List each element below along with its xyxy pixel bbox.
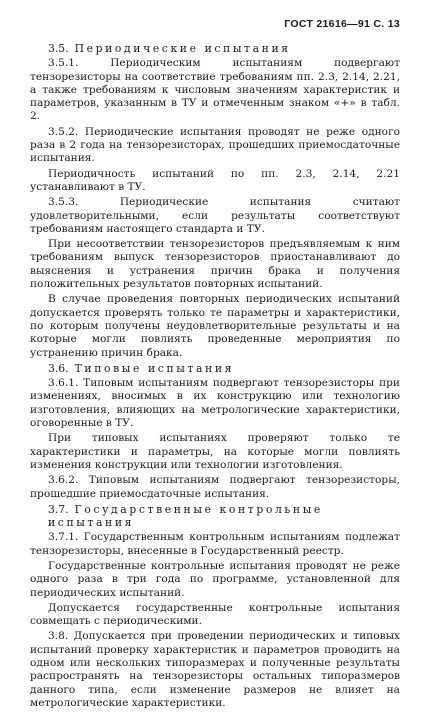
- section-heading-3-6: [30, 362, 400, 375]
- paragraph-3-6-2: 3.6.2. Типовым испытаниям подвергают тензорезисторы, прошедшие приемосдаточные испытания.: [30, 474, 400, 500]
- paragraph-3-5-2: 3.5.2. Периодические испытания проводят не реже одного раза в 2 года на тензорезисторах, прошедших приемосдаточные испытания.: [30, 125, 400, 165]
- section-title: Типовые испытания: [74, 361, 235, 375]
- paragraph-3-5-1: 3.5.1. Периодическим испытаниям подвергают тензорезисторы на соответствие требованиям пп. 2.3, 2.14, 2.21, а также требованиям к числовым значениям характеристик и параметров, указанным в ТУ и отмеченным знаком «+» в табл. 2.: [30, 57, 400, 123]
- section-heading-3-5: [30, 42, 400, 55]
- document-body: [30, 40, 400, 712]
- paragraph-3-7-1: 3.7.1. Государственным контрольным испытаниям подлежат тензорезисторы, внесенные в Государственный реестр.: [30, 531, 400, 557]
- paragraph-state-tests-combine: Допускается государственные контрольные испытания совмещать с периодическими.: [30, 601, 400, 628]
- paragraph-periodicity: Периодичность испытаний по пп. 2.3, 2.14, 2.21 устанавливают в ТУ.: [30, 167, 400, 193]
- section-number: 3.5.: [48, 42, 69, 55]
- section-number: 3.6.: [48, 361, 69, 375]
- paragraph-repeat-tests: В случае проведения повторных периодических испытаний допускается проверять только те параметры и характеристики, по которым получены неудовлетворительные результаты и на которые могли повлиять проведенные мероприятия по устранению причин брака.: [30, 293, 400, 359]
- section-number: 3.7.: [48, 502, 69, 516]
- section-title: Государственные контрольные испытания: [48, 502, 323, 530]
- paragraph-state-tests-frequency: Государственные контрольные испытания проводят не реже одного раза в три года по программе, установленной для периодических испытаний.: [30, 559, 400, 599]
- paragraph-3-6-1: 3.6.1. Типовым испытаниям подвергают тензорезисторы при изменениях, вносимых в их конструкцию или технологию изготовления, влияющих на метрологические характеристики, оговоренные в ТУ.: [30, 377, 400, 430]
- page-header: ГОСТ 21616—91 С. 13: [284, 18, 400, 30]
- section-heading-3-7: [30, 503, 400, 530]
- paragraph-type-tests-scope: При типовых испытаниях проверяют только те характеристики и параметры, на которые могли повлиять изменения конструкции или технологии изготовления.: [30, 432, 400, 471]
- paragraph-3-5-3: 3.5.3. Периодические испытания считают удовлетворительными, если результаты соответствуют требованиям настоящего стандарта и ТУ.: [30, 196, 400, 235]
- paragraph-nonconformity: При несоответствии тензорезисторов предъявляемым к ним требованиям выпуск тензорезисторов приостанавливают до выяснения и устранения причин брака и получения положительных результатов повторных испытаний.: [30, 238, 400, 291]
- section-title: Периодические испытания: [74, 42, 291, 55]
- paragraph-3-8: 3.8. Допускается при проведении периодических и типовых испытаний проверку характеристик и параметров проводить на одном или нескольких типоразмерах и полученные результаты распространять на тензорезисторы остальных типоразмеров данного типа, если изменение размеров не влияет на метрологические характеристики.: [30, 630, 400, 709]
